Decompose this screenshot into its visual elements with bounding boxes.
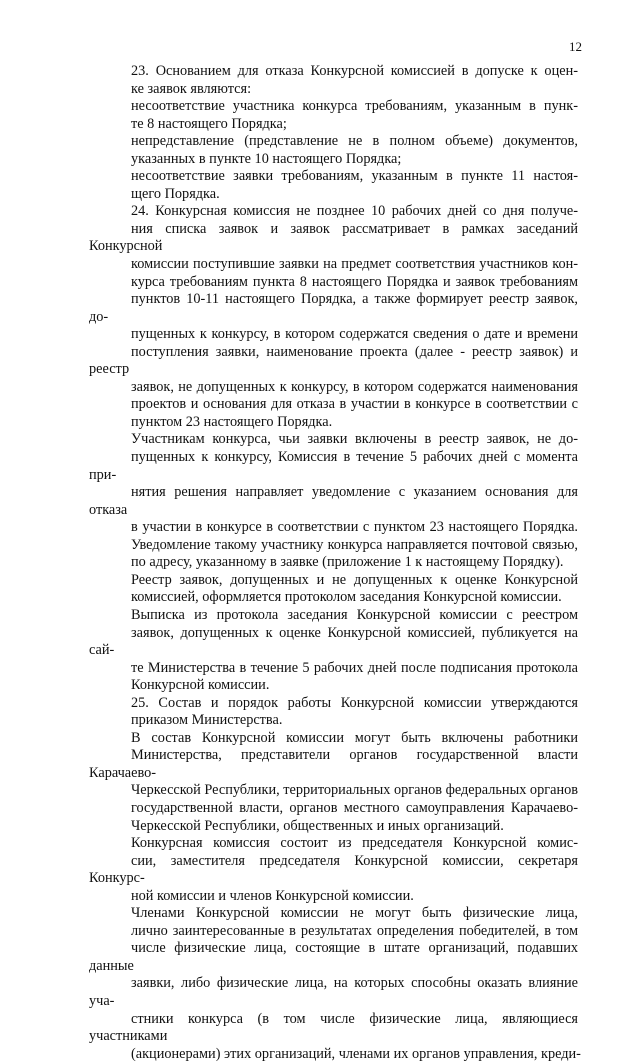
text-line: те 8 настоящего Порядка;	[131, 115, 287, 132]
text-line: комиссии поступившие заявки на предмет соответствия участников кон-	[131, 256, 578, 273]
text-line: (акционерами) этих организаций, членами их органов управления, креди-	[131, 1045, 581, 1062]
text-line: поступления заявки, наименование проекта (далее - реестр заявок) и реестр	[89, 343, 578, 378]
text-line: Реестр заявок, допущенных и не допущенных к оценке Конкурсной	[131, 571, 578, 588]
text-line: Выписка из протокола заседания Конкурсной комиссии с реестром	[131, 606, 578, 623]
text-line: пущенных к конкурсу, Комиссия в течение 5 рабочих дней с момента при-	[89, 449, 578, 483]
page-number: 12	[569, 39, 582, 54]
text-line: заявок, не допущенных к конкурсу, в котором содержатся наименования	[131, 378, 578, 395]
paragraph	[89, 98, 578, 133]
text-line: Членами Конкурсной комиссии не могут быть физические лица,	[131, 905, 578, 922]
text-line: в участии в конкурсе в соответствии с пунктом 23 настоящего Порядка.	[131, 519, 578, 536]
paragraph	[89, 905, 581, 1063]
paragraph	[89, 572, 578, 607]
text-line: Участникам конкурса, чьи заявки включены в реестр заявок, не до-	[131, 431, 578, 448]
text-line: заявки, либо физические лица, на которых способны оказать влияние уча-	[89, 975, 578, 1009]
text-line: по адресу, указанному в заявке (приложение 1 к настоящему Порядку).	[131, 554, 564, 571]
text-line: нятия решения направляет уведомление с указанием основания для отказа	[89, 484, 578, 518]
paragraph	[89, 431, 578, 571]
text-line: Конкурсная комиссия состоит из председателя Конкурсной комис-	[131, 835, 578, 852]
paragraph	[89, 203, 578, 431]
text-line: комиссией, оформляется протоколом заседания Конкурсной комиссии.	[131, 589, 562, 606]
text-line: Конкурсной комиссии.	[131, 677, 270, 694]
text-line: Черкесской Республики, общественных и иных организаций.	[131, 817, 504, 834]
text-line: 23. Основанием для отказа Конкурсной комиссией в допуске к оцен-	[131, 63, 578, 79]
text-line: пунктов 10-11 настоящего Порядка, а также формирует реестр заявок, до-	[89, 291, 578, 325]
paragraph	[89, 730, 578, 835]
text-line: Черкесской Республики, территориальных органов федеральных органов	[131, 782, 578, 799]
text-line: несоответствие участника конкурса требованиям, указанным в пунк-	[131, 98, 578, 115]
text-line: Министерства, представители органов государственной власти Карачаево-	[89, 747, 578, 781]
text-line: те Министерства в течение 5 рабочих дней после подписания протокола	[131, 659, 578, 676]
paragraph	[89, 695, 578, 730]
text-line: указанных в пункте 10 настоящего Порядка;	[131, 150, 402, 167]
text-line: непредставление (представление не в полном объеме) документов,	[131, 133, 578, 150]
text-line: сии, заместителя председателя Конкурсной комиссии, секретаря Конкурс-	[89, 852, 578, 887]
text-line: пунктом 23 настоящего Порядка.	[131, 413, 333, 430]
text-line: курса требованиям пункта 8 настоящего Порядка и заявок требованиям	[131, 273, 578, 290]
text-line: щего Порядка.	[131, 185, 220, 202]
text-line: проектов и основания для отказа в участии в конкурсе в соответствии с	[131, 396, 578, 413]
text-line: 25. Состав и порядок работы Конкурсной комиссии утверждаются	[131, 694, 578, 711]
text-line: несоответствие заявки требованиям, указанным в пункте 11 настоя-	[131, 168, 578, 185]
text-line: ке заявок являются:	[131, 80, 252, 97]
paragraph	[89, 133, 578, 168]
paragraph	[89, 835, 578, 905]
text-line: приказом Министерства.	[131, 712, 283, 729]
text-line: числе физические лица, состоящие в штате организаций, подавших данные	[89, 940, 578, 974]
text-line: заявок, допущенных к оценке Конкурсной комиссией, публикуется на сай-	[89, 624, 578, 659]
paragraph	[89, 607, 578, 695]
text-line: стники конкурса (в том числе физические лица, являющиеся участниками	[89, 1010, 578, 1045]
document-body	[89, 63, 581, 1063]
text-line: лично заинтересованные в результатах определения победителей, в том	[131, 922, 578, 939]
text-line: пущенных к конкурсу, в котором содержатся сведения о дате и времени	[131, 326, 578, 343]
text-line: ния списка заявок и заявок рассматривает в рамках заседаний Конкурсной	[89, 220, 578, 255]
text-line: В состав Конкурсной комиссии могут быть включены работники	[131, 729, 578, 746]
text-line: ной комиссии и членов Конкурсной комиссии.	[131, 887, 414, 904]
text-line: государственной власти, органов местного самоуправления Карачаево-	[131, 799, 578, 816]
paragraph	[89, 168, 578, 203]
paragraph	[89, 63, 578, 98]
text-line: 24. Конкурсная комиссия не позднее 10 рабочих дней со дня получе-	[131, 203, 578, 220]
text-line: Уведомление такому участнику конкурса направляется почтовой связью,	[131, 536, 578, 553]
